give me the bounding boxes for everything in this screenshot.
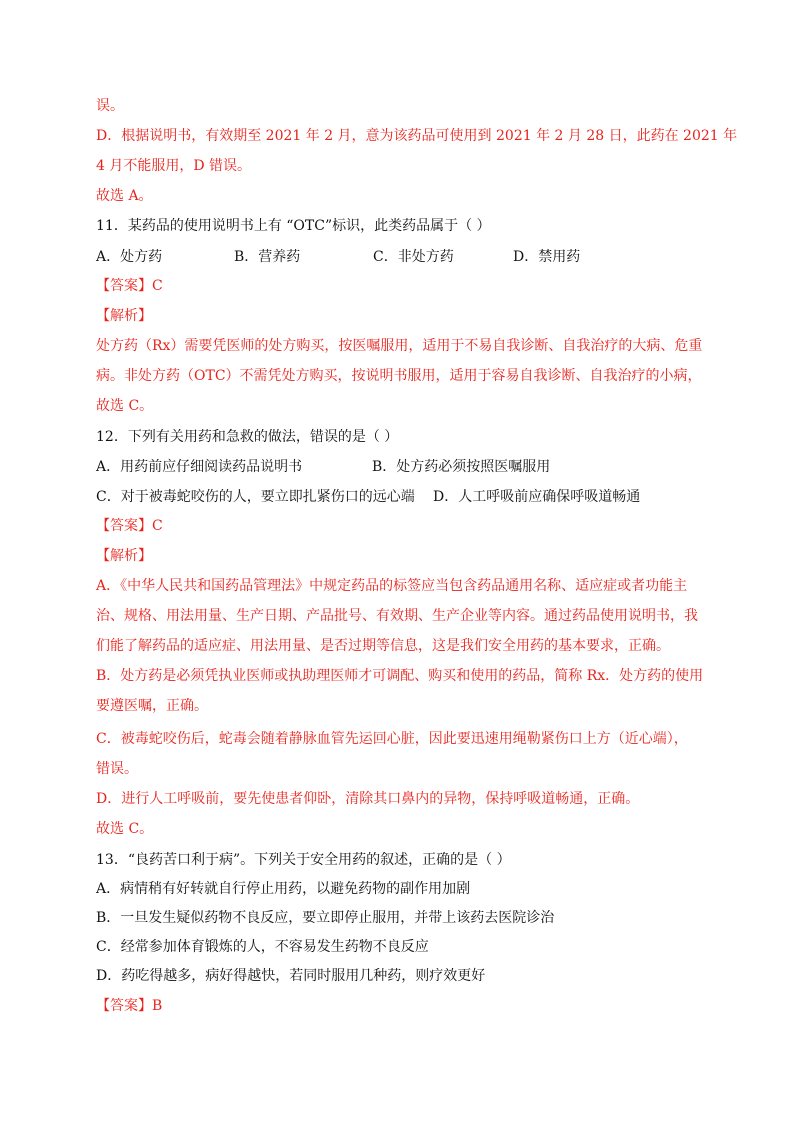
- q13-option-c: C．经常参加体育锻炼的人，不容易发生药物不良反应: [96, 939, 429, 955]
- q12-option-d: D．人工呼吸前应确保呼吸道畅通: [433, 489, 641, 505]
- q12-analysis-d: D．进行人工呼吸前，要先使患者仰卧，清除其口鼻内的异物，保持呼吸道畅通，正确。: [96, 791, 640, 807]
- q12-analysis-heading: 【解析】: [96, 548, 152, 564]
- question-11-stem: 11．某药品的使用说明书上有 “OTC”标识，此类药品属于（ ）: [96, 218, 491, 234]
- q11-analysis-line-2: 病。非处方药（OTC）不需凭处方购买，按说明书服用，适用于容易自我诊断、自我治疗的小病，: [96, 368, 702, 384]
- q13-option-b: B．一旦发生疑似药物不良反应，要立即停止服用，并带上该药去医院诊治: [96, 910, 555, 926]
- q11-option-c: C．非处方药: [373, 249, 454, 265]
- q11-analysis-line-1: 处方药（Rx）需要凭医师的处方购买，按医嘱服用，适用于不易自我诊断、自我治疗的大病、危重: [96, 338, 703, 354]
- q12-analysis-b-line-1: B．处方药是必须凭执业医师或执助理医师才可调配、购买和使用的药品，简称 Rx．处方药的使用: [96, 668, 704, 684]
- q12-analysis-a-line-1: A．《中华人民共和国药品管理法》中规定药品的标签应当包含药品通用名称、适应症或者功能主: [96, 578, 688, 594]
- q12-option-a: A．用药前应仔细阅读药品说明书: [96, 459, 303, 475]
- q12-conclusion: 故选 C。: [96, 821, 154, 837]
- q12-option-c: C．对于被毒蛇咬伤的人，要立即扎紧伤口的远心端: [96, 489, 415, 505]
- q12-analysis-a-line-3: 们能了解药品的适应症、用法用量、是否过期等信息，这是我们安全用药的基本要求，正确。: [96, 638, 670, 654]
- q13-option-d: D．药吃得越多，病好得越快，若同时服用几种药，则疗效更好: [96, 968, 486, 984]
- analysis-option-d-line-2: 4 月不能服用，D 错误。: [96, 158, 252, 174]
- prev-conclusion: 故选 A。: [96, 188, 153, 204]
- q13-answer: 【答案】B: [96, 998, 163, 1014]
- analysis-option-d-line-1: D．根据说明书，有效期至 2021 年 2 月，意为该药品可使用到 2021 年 2 月 28 日，此药在 2021 年: [96, 128, 738, 144]
- q11-option-b: B．营养药: [234, 249, 301, 265]
- q12-option-b: B．处方药必须按照医嘱服用: [372, 459, 551, 475]
- q13-option-a: A．病情稍有好转就自行停止用药，以避免药物的副作用加剧: [96, 881, 471, 897]
- question-12-stem: 12．下列有关用药和急救的做法，错误的是（ ）: [96, 429, 399, 445]
- q11-answer: 【答案】C: [96, 278, 163, 294]
- question-13-stem: 13．“良药苦口利于病”。下列关于安全用药的叙述，正确的是（ ）: [96, 852, 511, 868]
- q11-analysis-heading: 【解析】: [96, 308, 152, 324]
- q11-conclusion: 故选 C。: [96, 398, 154, 414]
- q11-option-a: A．处方药: [96, 249, 163, 265]
- q12-answer: 【答案】C: [96, 518, 163, 534]
- q12-analysis-a-line-2: 治、规格、用法用量、生产日期、产品批号、有效期、生产企业等内容。通过药品使用说明书，我: [96, 608, 698, 624]
- prev-answer-continuation: 误。: [96, 98, 124, 114]
- q12-analysis-c-line-2: 错误。: [96, 761, 138, 777]
- q11-option-d: D．禁用药: [513, 249, 581, 265]
- q12-analysis-b-line-2: 要遵医嘱，正确。: [96, 698, 208, 714]
- q12-analysis-c-line-1: C．被毒蛇咬伤后，蛇毒会随着静脉血管先运回心脏，因此要迅速用绳勒紧伤口上方（近心端），: [96, 731, 688, 747]
